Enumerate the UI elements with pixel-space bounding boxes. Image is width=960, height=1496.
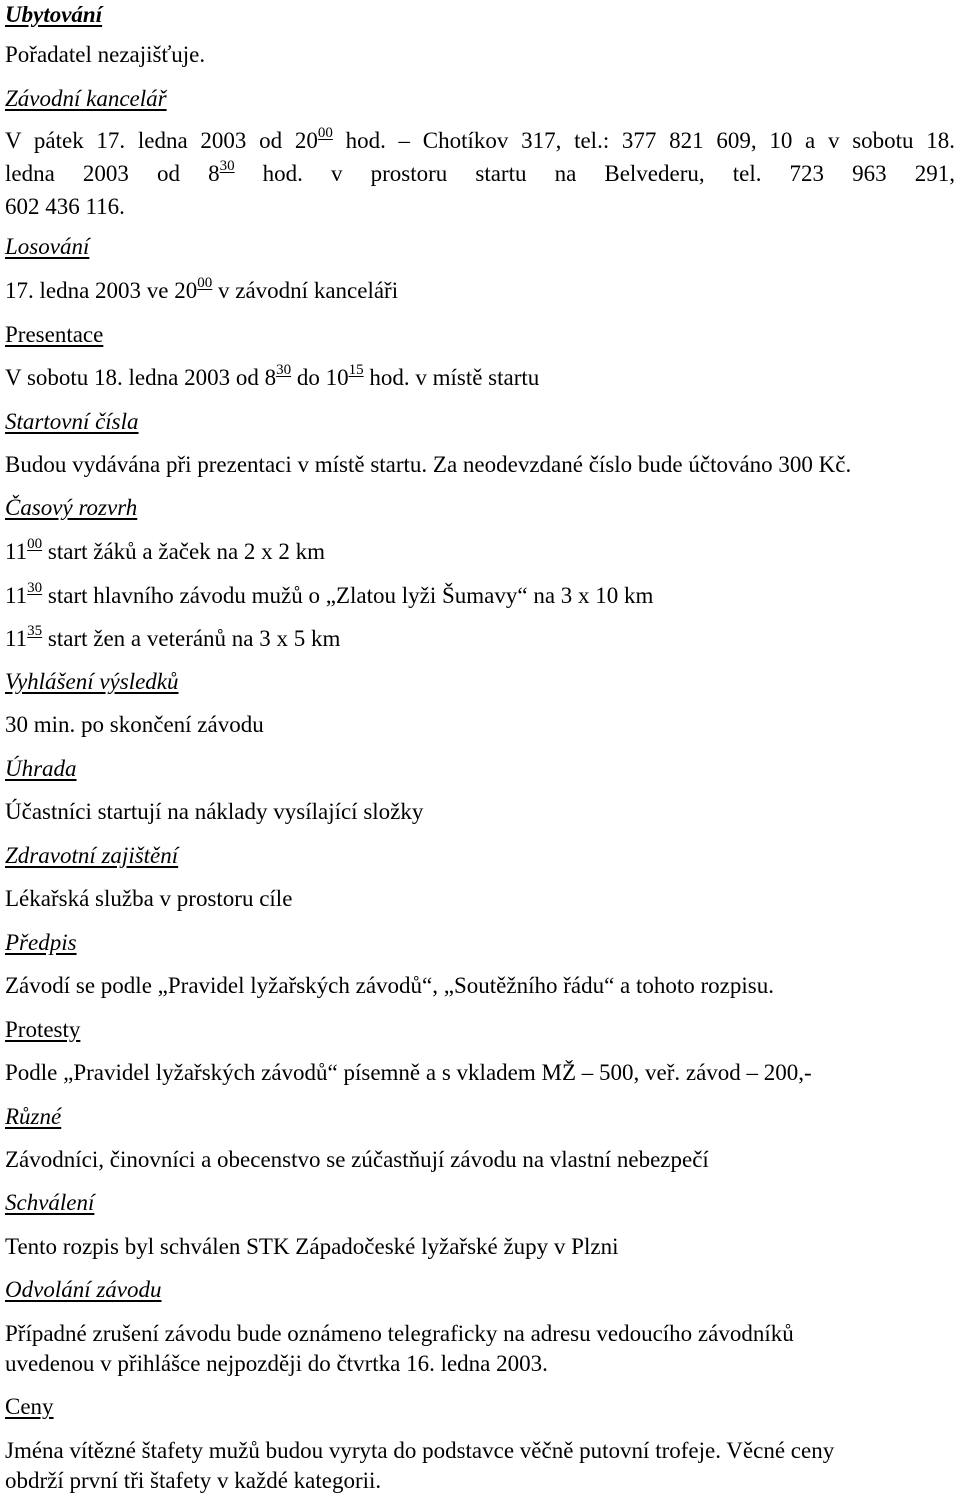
heading-protesty: Protesty — [5, 1017, 81, 1042]
heading-ruzne: Různé — [5, 1104, 62, 1129]
heading-odvolani-zavodu: Odvolání závodu — [5, 1277, 162, 1302]
text-schvaleni: Tento rozpis byl schválen STK Západočeské lyžařské župy v Plzni — [5, 1234, 619, 1259]
text-vyhlaseni-vysledku: 30 min. po skončení závodu — [5, 712, 264, 737]
text-ceny-line-1: Jména vítězné štafety mužů budou vyryta do podstavce věčně putovní trofeje. Věcné ceny — [5, 1438, 835, 1463]
heading-vyhlaseni-vysledku: Vyhlášení výsledků — [5, 669, 179, 694]
heading-losovani: Losování — [5, 234, 90, 259]
text-uhrada: Účastníci startují na náklady vysílající složky — [5, 799, 424, 824]
text-protesty: Podle „Pravidel lyžařských závodů“ písemně a s vkladem MŽ – 500, veř. závod – 200,- — [5, 1060, 812, 1085]
heading-uhrada: Úhrada — [5, 756, 77, 781]
kancelar-line-3: 602 436 116. — [5, 194, 125, 219]
rozvrh-row-3: $11^{35}$ start žen a veteránů na 3 x 5 km — [5, 623, 341, 651]
heading-casovy-rozvrh: Časový rozvrh — [5, 495, 138, 520]
text-losovani: 17. ledna 2003 ve $20^{00}$ v závodní kanceláři — [5, 275, 399, 303]
text-ceny-line-2: obdrží první tři štafety v každé kategorii. — [5, 1468, 382, 1493]
text-startovni-cisla: Budou vydávána při prezentaci v místě startu. Za neodevzdané číslo bude účtováno 300 Kč. — [5, 452, 852, 477]
text-predpis: Závodí se podle „Pravidel lyžařských závodů“, „Soutěžního řádu“ a tohoto rozpisu. — [5, 973, 774, 998]
text-zavodni-kancelar — [5, 126, 955, 222]
text-odvolani-line-2: uvedenou v přihlášce nejpozději do čtvrtka 16. ledna 2003. — [5, 1351, 548, 1376]
text-odvolani-line-1: Případné zrušení závodu bude oznámeno telegraficky na adresu vedoucího závodníků — [5, 1321, 794, 1346]
heading-presentace: Presentace — [5, 322, 104, 347]
heading-zdravotni-zajisteni: Zdravotní zajištění — [5, 843, 179, 868]
rozvrh-row-2: $11^{30}$ start hlavního závodu mužů o „Zlatou lyži Šumavy“ na 3 x 10 km — [5, 580, 654, 608]
heading-zavodni-kancelar: Závodní kancelář — [5, 86, 167, 111]
heading-ubytovani: Ubytování — [5, 2, 103, 27]
text-presentace: V sobotu 18. ledna 2003 od $8^{30}$ do $10^{15}$ hod. v místě startu — [5, 362, 540, 390]
rozvrh-row-1: $11^{00}$ start žáků a žaček na 2 x 2 km — [5, 536, 326, 564]
heading-ceny: Ceny — [5, 1394, 54, 1419]
kancelar-line-1: V pátek 17. ledna 2003 od $20^{00}$ hod. – Chotíkov 317, tel.: 377 821 609, 10 a v sobotu 18. — [5, 125, 955, 153]
kancelar-line-2: ledna 2003 od $8^{30}$ hod. v prostoru startu na Belvederu, tel. 723 963 291, — [5, 158, 955, 186]
text-zdravotni-zajisteni: Lékařská služba v prostoru cíle — [5, 886, 293, 911]
heading-startovni-cisla: Startovní čísla — [5, 409, 139, 434]
heading-predpis: Předpis — [5, 930, 77, 955]
text-ubytovani: Pořadatel nezajišťuje. — [5, 42, 206, 67]
text-ruzne: Závodníci, činovníci a obecenstvo se zúčastňují závodu na vlastní nebezpečí — [5, 1147, 709, 1172]
heading-schvaleni: Schválení — [5, 1190, 95, 1215]
